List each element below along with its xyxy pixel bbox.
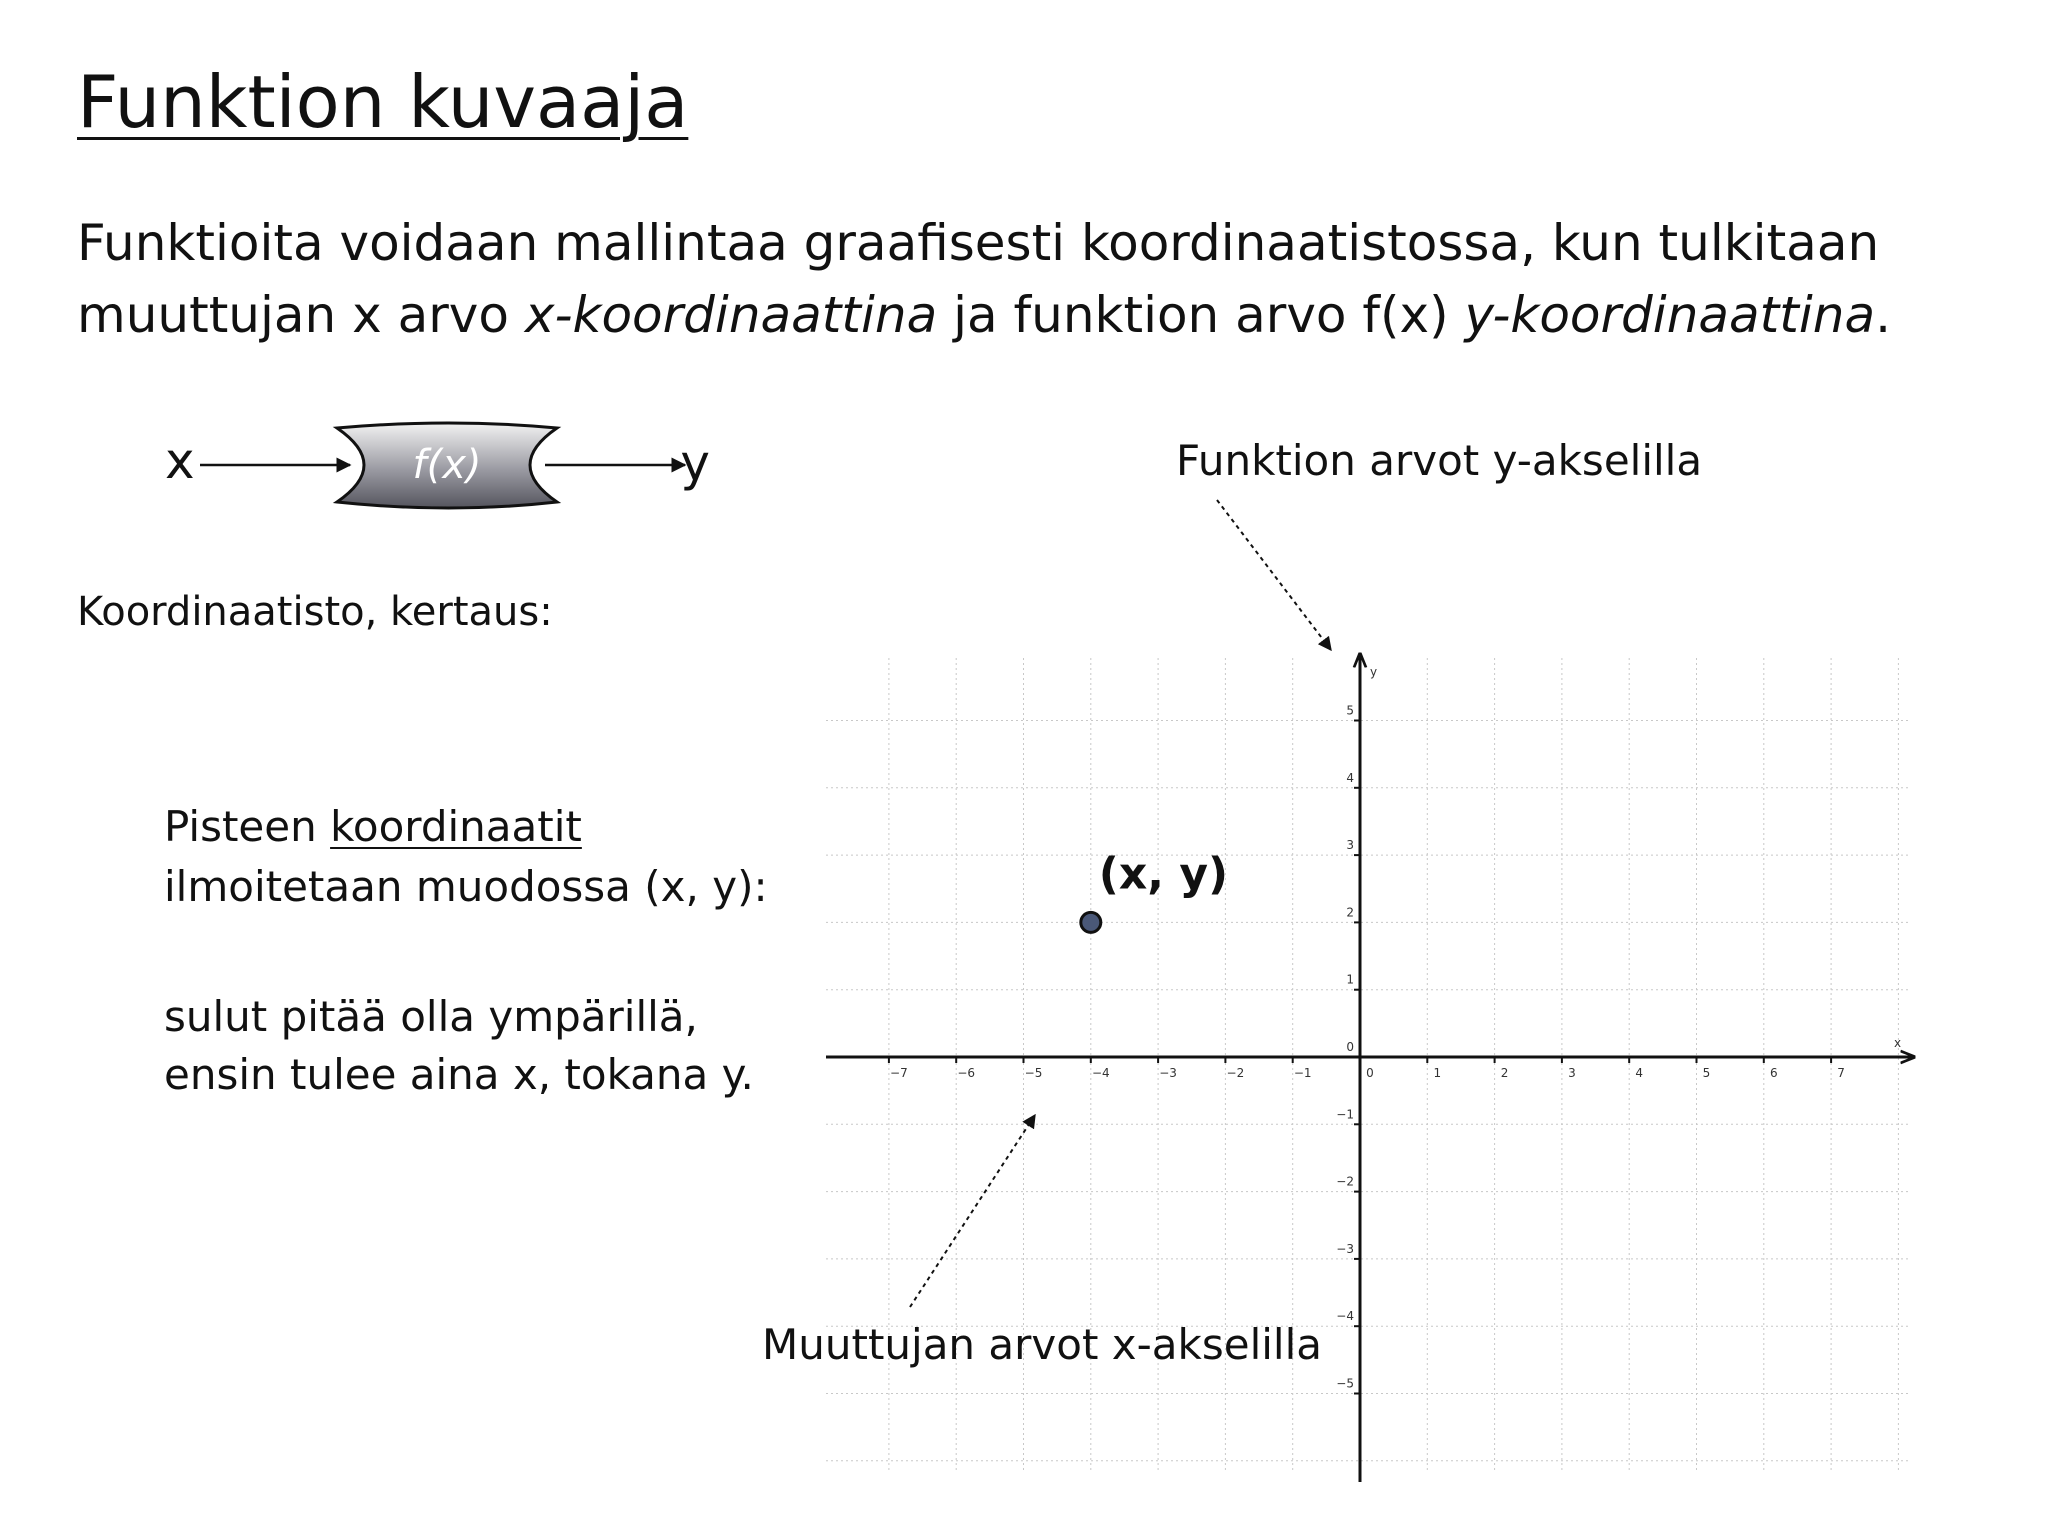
review-heading: Koordinaatisto, kertaus: xyxy=(77,589,553,635)
point-text-line-2: ilmoitetaan muodossa (x, y): xyxy=(164,862,768,911)
x-tick-label: 0 xyxy=(1366,1066,1374,1080)
x-tick-label: −6 xyxy=(957,1066,976,1080)
x-tick-label: 1 xyxy=(1433,1066,1442,1080)
y-tick-label: −4 xyxy=(1336,1309,1354,1324)
x-tick-label: 4 xyxy=(1635,1066,1644,1080)
intro-text-c: ja funktion arvo f(x) xyxy=(937,286,1465,344)
intro-y-coordinate: y-koordinaattina xyxy=(1464,286,1876,344)
x-axis-label: x xyxy=(1894,1036,1902,1050)
y-axis-label: y xyxy=(1370,665,1378,679)
y-tick-label: 5 xyxy=(1346,703,1354,718)
y-tick-label: 4 xyxy=(1346,770,1354,785)
y-tick-label: −3 xyxy=(1336,1241,1354,1256)
function-output-y: y xyxy=(680,434,710,492)
x-tick-label: −1 xyxy=(1293,1066,1312,1080)
intro-line-1: Funktioita voidaan mallintaa graafisesti koordinaatistossa, kun tulkitaan xyxy=(77,214,1880,272)
x-tick-label: −5 xyxy=(1024,1066,1043,1080)
data-points xyxy=(1081,848,1228,932)
x-axis-annotation: Muuttujan arvot x-akselilla xyxy=(762,1320,1322,1369)
point-marker xyxy=(1081,912,1101,932)
x-tick-label: −7 xyxy=(890,1066,908,1080)
x-tick-label: −4 xyxy=(1091,1066,1110,1080)
x-tick-label: 5 xyxy=(1702,1066,1711,1080)
y-tick-label: 1 xyxy=(1346,972,1354,987)
function-label: f(x) xyxy=(412,442,482,488)
x-tick-label: 2 xyxy=(1500,1066,1509,1080)
tick-labels xyxy=(889,704,1845,1394)
y-axis-annotation: Funktion arvot y-akselilla xyxy=(1176,436,1703,485)
y-tick-label: 2 xyxy=(1346,905,1354,920)
x-tick-label: 7 xyxy=(1837,1066,1845,1080)
point-text-line-3: sulut pitää olla ympärillä, xyxy=(164,992,698,1041)
x-tick-label: −3 xyxy=(1159,1066,1177,1080)
y-tick-label: −2 xyxy=(1336,1174,1354,1189)
point-text-line-4: ensin tulee aina x, tokana y. xyxy=(164,1050,754,1099)
x-tick-label: −2 xyxy=(1226,1066,1245,1080)
point-label: (x, y) xyxy=(1098,848,1229,900)
function-input-x: x xyxy=(165,432,195,490)
intro-text-a: muuttujan x arvo xyxy=(77,286,525,344)
intro-text-e: . xyxy=(1875,286,1891,344)
y-tick-label: −1 xyxy=(1336,1107,1354,1122)
x-tick-label: 6 xyxy=(1769,1066,1778,1080)
intro-x-coordinate: x-koordinaattina xyxy=(524,286,938,344)
coordinates-term: koordinaatit xyxy=(330,802,582,851)
point-text-prefix: Pisteen xyxy=(164,802,331,851)
x-axis-annotation-arrow xyxy=(910,1115,1035,1307)
y-axis-annotation-arrow xyxy=(1217,500,1331,650)
y-tick-label: 0 xyxy=(1346,1040,1354,1054)
y-tick-label: 3 xyxy=(1346,838,1354,853)
page-title: Funktion kuvaaja xyxy=(77,60,689,144)
y-tick-label: −5 xyxy=(1336,1376,1354,1391)
x-tick-label: 3 xyxy=(1568,1066,1576,1080)
